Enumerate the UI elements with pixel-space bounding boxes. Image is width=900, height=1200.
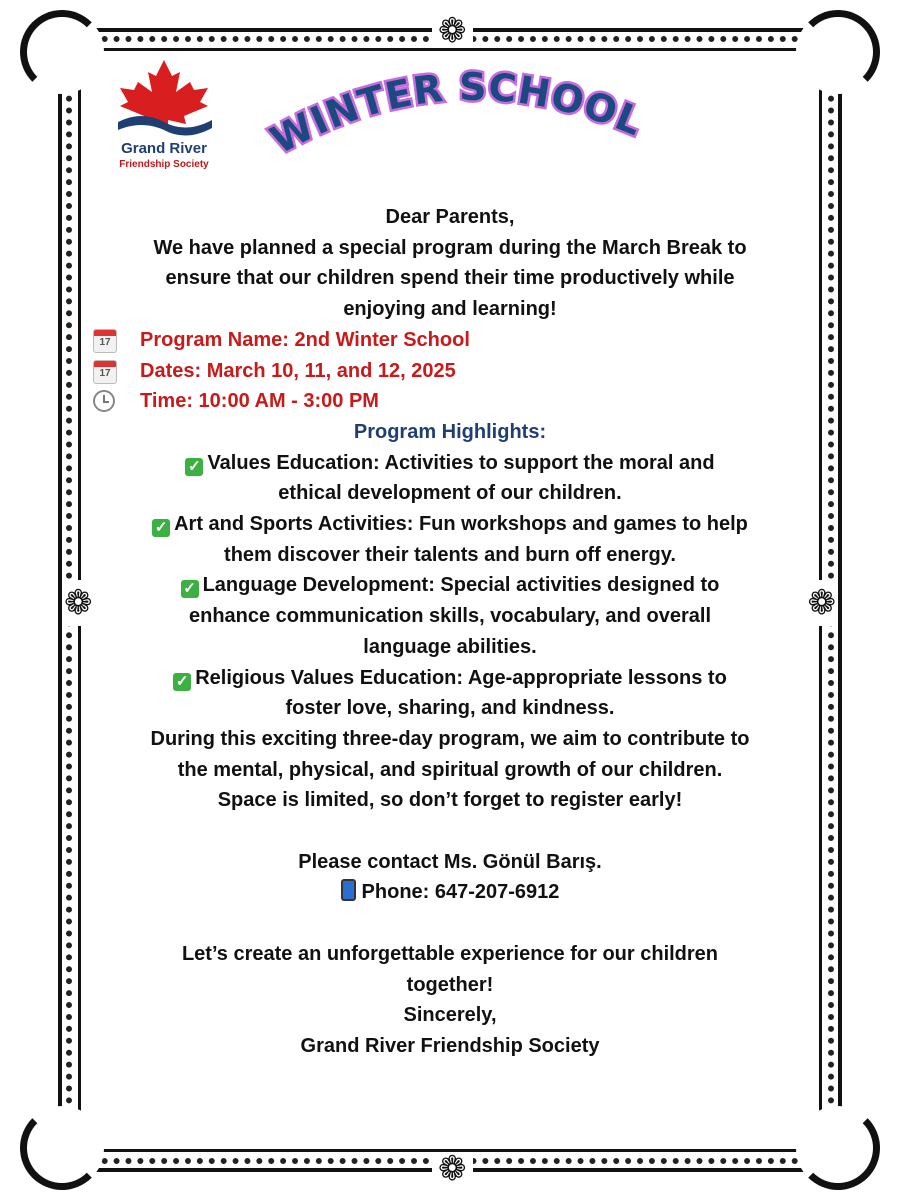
final-line: Let’s create an unforgettable experience for our children xyxy=(181,942,719,965)
intro-line: We have planned a special program during the March Break to xyxy=(153,236,747,259)
calendar-icon: 17 xyxy=(93,329,117,353)
highlight-text: enhance communication skills, vocabulary, and overall xyxy=(188,605,712,628)
program-name-text: Program Name: 2nd Winter School xyxy=(140,328,470,351)
signoff: Sincerely, xyxy=(403,1004,497,1027)
organization-logo xyxy=(104,58,224,170)
contact-person: Please contact Ms. Gönül Barış. xyxy=(298,850,602,873)
highlight-text: Values Education: Activities to support the moral and xyxy=(207,451,715,474)
ornament-icon: ❁ xyxy=(64,580,93,626)
corner-flourish-icon xyxy=(796,1106,880,1190)
clock-icon xyxy=(93,390,115,412)
greeting: Dear Parents, xyxy=(385,206,515,228)
program-time-text: Time: 10:00 AM - 3:00 PM xyxy=(140,390,379,413)
highlights-heading: Program Highlights: xyxy=(353,420,547,443)
highlight-text: Art and Sports Activities: Fun workshops and games to help xyxy=(174,513,748,536)
ornament-icon: ❁ xyxy=(432,14,473,48)
highlight-item xyxy=(80,448,820,479)
highlight-text: language abilities. xyxy=(363,635,537,658)
ornament-icon: ❁ xyxy=(808,580,837,626)
check-icon: ✓ xyxy=(185,458,203,476)
svg-text:WINTER SCHOOL: WINTER SCHOOL xyxy=(263,64,650,163)
corner-flourish-icon xyxy=(20,10,104,94)
letter-body xyxy=(80,202,820,1062)
intro-line: enjoying and learning! xyxy=(343,298,557,321)
ornament-icon: ❁ xyxy=(432,1152,473,1186)
winter-school-title xyxy=(260,60,680,170)
corner-flourish-icon xyxy=(796,10,880,94)
program-time xyxy=(80,386,820,417)
maple-leaf-icon xyxy=(112,58,216,138)
highlight-text: foster love, sharing, and kindness. xyxy=(285,697,615,720)
highlight-text: ethical development of our children. xyxy=(278,482,622,505)
closing-line: Space is limited, so don’t forget to register early! xyxy=(217,789,683,812)
signature-org: Grand River Friendship Society xyxy=(300,1034,600,1057)
check-icon: ✓ xyxy=(152,519,170,537)
highlight-item xyxy=(80,663,820,694)
highlight-text: Religious Values Education: Age-appropriate lessons to xyxy=(195,666,727,689)
program-dates xyxy=(80,356,820,387)
final-line: together! xyxy=(406,973,494,996)
highlight-text: them discover their talents and burn off energy. xyxy=(224,543,676,566)
check-icon: ✓ xyxy=(181,580,199,598)
logo-subname: Friendship Society xyxy=(119,159,209,170)
logo-name: Grand River xyxy=(121,140,207,157)
contact-phone xyxy=(80,877,820,908)
mobile-phone-icon xyxy=(341,879,356,901)
check-icon: ✓ xyxy=(173,673,191,691)
highlight-item xyxy=(80,570,820,601)
corner-flourish-icon xyxy=(20,1106,104,1190)
closing-line: During this exciting three-day program, we aim to contribute to xyxy=(150,727,750,750)
program-dates-text: Dates: March 10, 11, and 12, 2025 xyxy=(140,359,456,382)
highlight-text: Language Development: Special activities designed to xyxy=(202,574,720,597)
phone-text: Phone: 647-207-6912 xyxy=(361,881,560,904)
intro-line: ensure that our children spend their time productively while xyxy=(165,267,735,290)
program-name xyxy=(80,325,820,356)
calendar-icon: 17 xyxy=(93,360,117,384)
highlight-item xyxy=(80,509,820,540)
closing-line: the mental, physical, and spiritual growth of our children. xyxy=(177,758,723,781)
